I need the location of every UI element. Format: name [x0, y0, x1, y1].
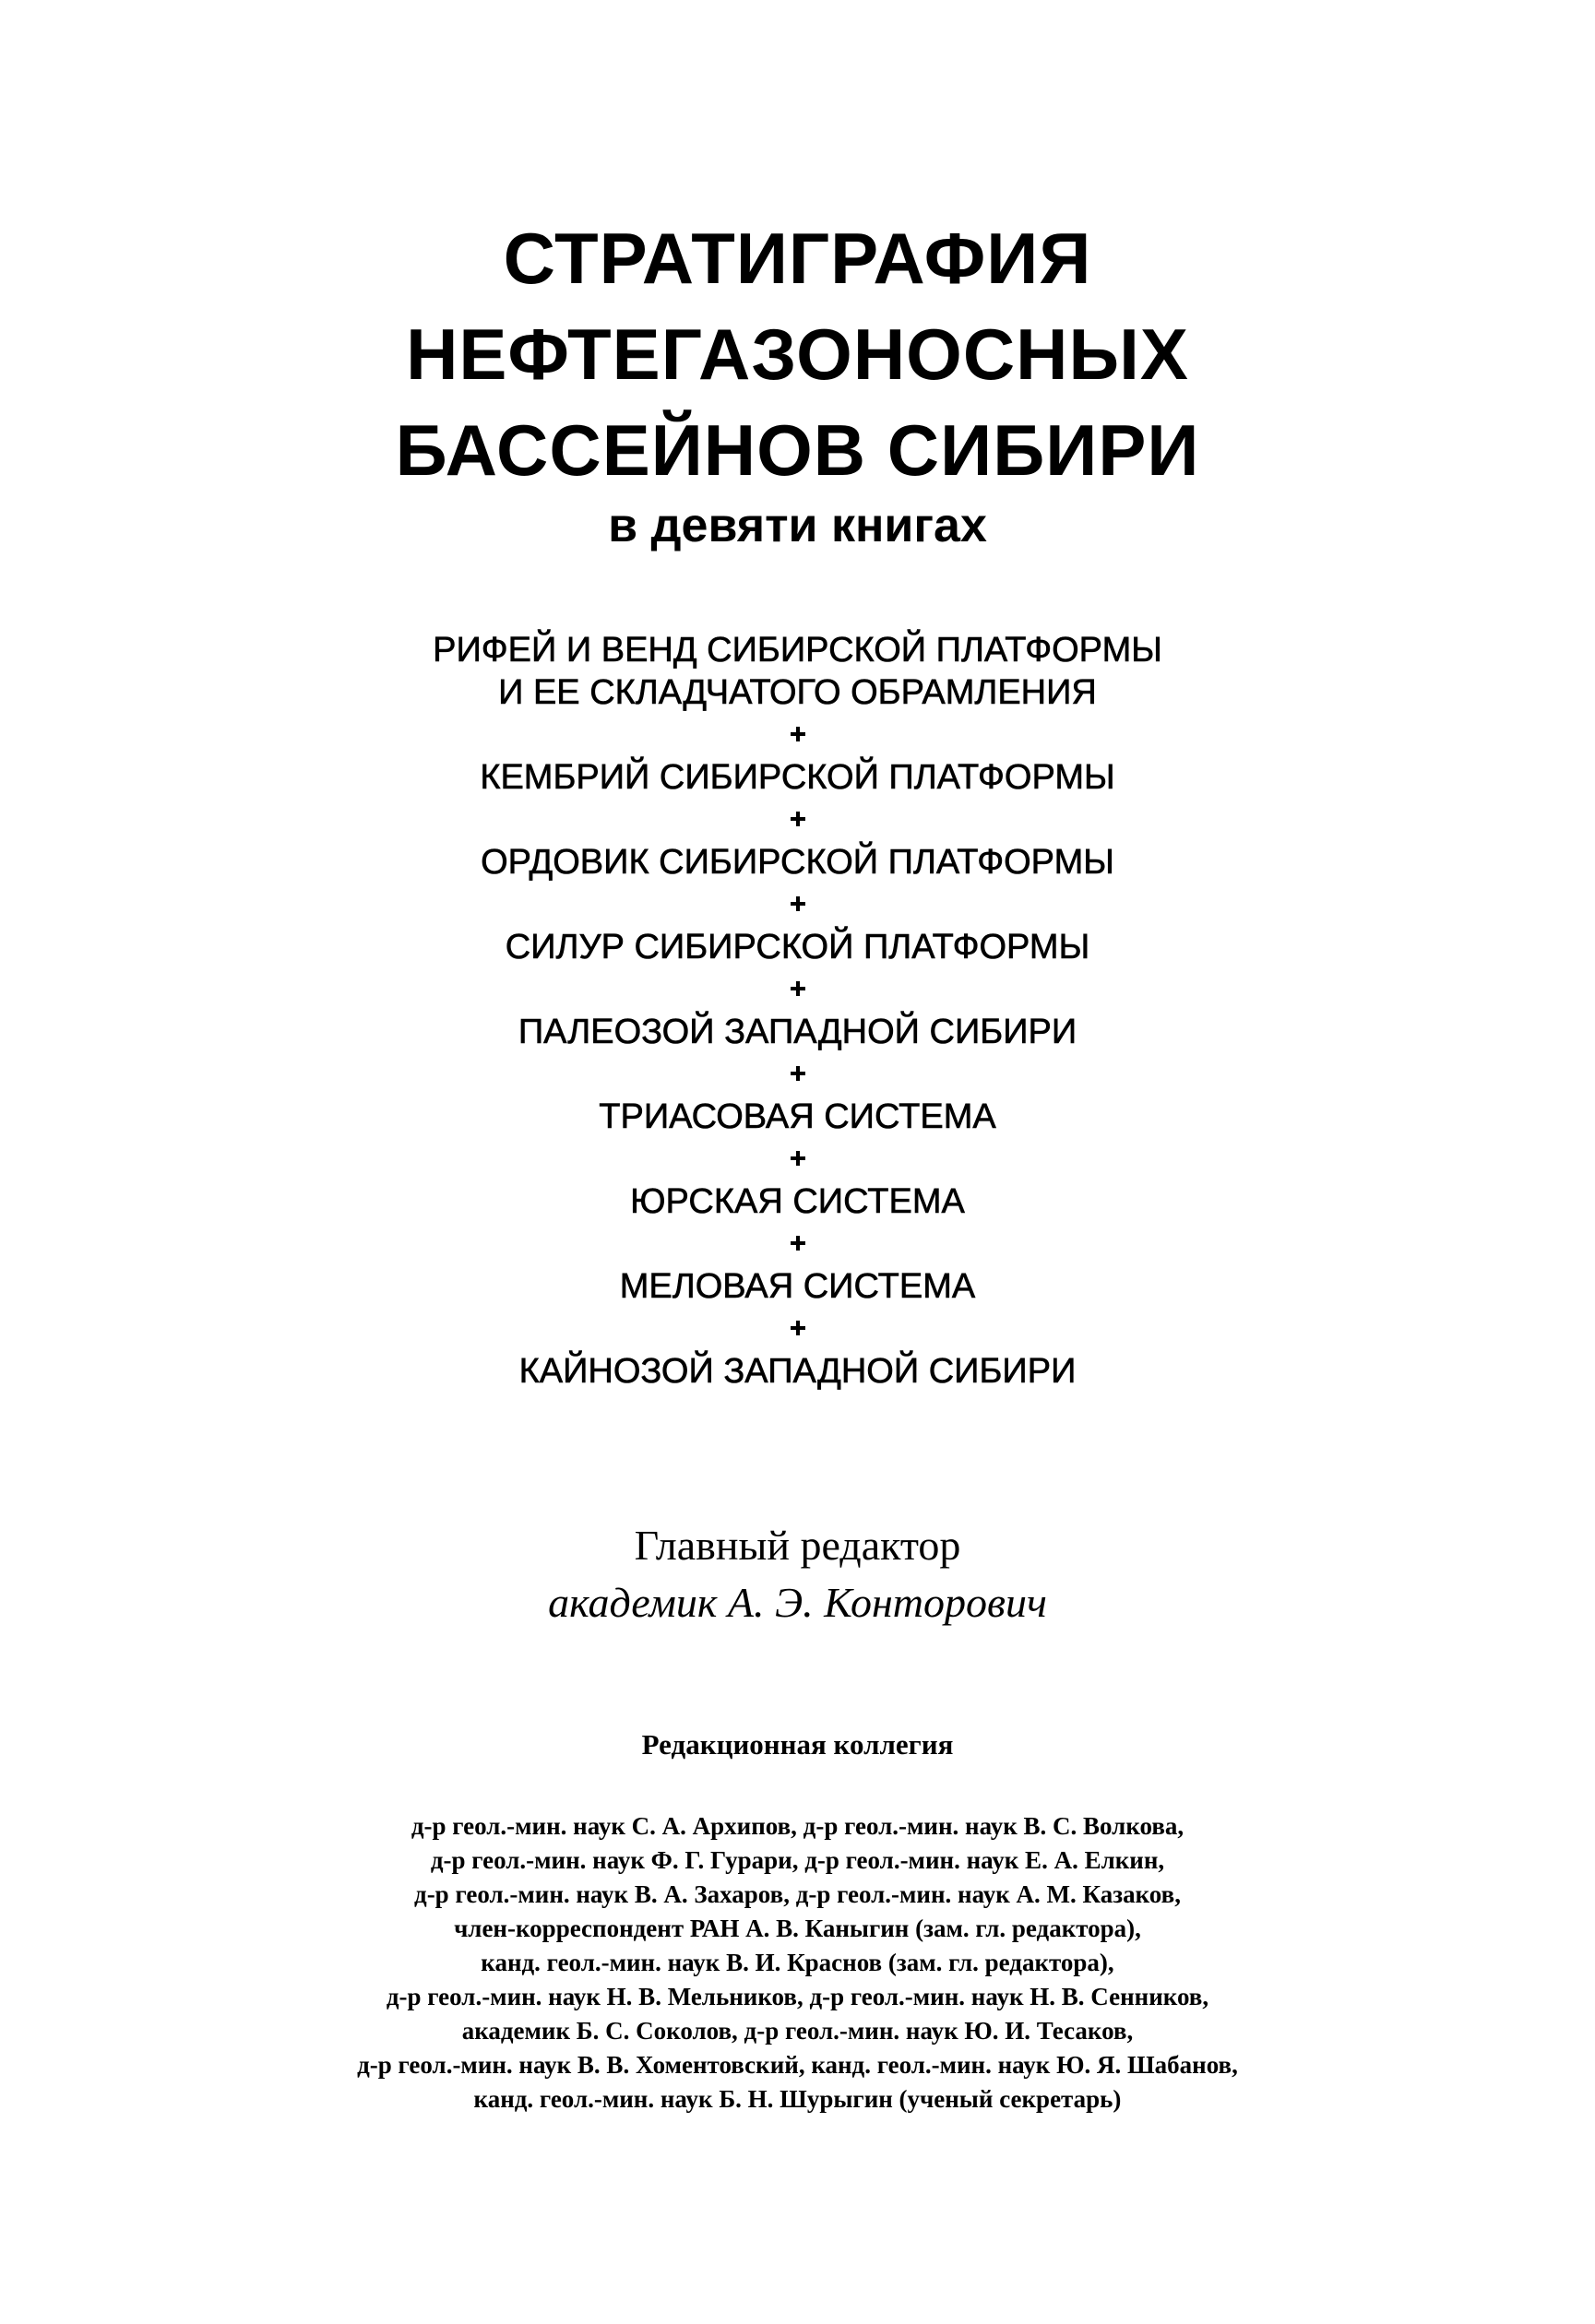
- chief-editor: [0, 1517, 1595, 1631]
- editorial-board-line: д-р геол.-мин. наук В. В. Хоментовский, канд. геол.-мин. наук Ю. Я. Шабанов,: [357, 2051, 1238, 2079]
- book-title-line: СИЛУР СИБИРСКОЙ ПЛАТФОРМЫ: [505, 928, 1090, 966]
- book-item: [0, 1096, 1595, 1138]
- separator-ornament-icon: [0, 1308, 1595, 1350]
- book-item: [0, 1180, 1595, 1223]
- editorial-board-list: [0, 1809, 1595, 2116]
- separator-ornament-icon: [0, 799, 1595, 841]
- series-title-line: БАССЕЙНОВ СИБИРИ: [395, 409, 1200, 491]
- separator-ornament-icon: [0, 1138, 1595, 1180]
- separator-ornament-icon: [0, 1223, 1595, 1265]
- series-subtitle: в девяти книгах: [608, 499, 987, 552]
- book-title-line: ПАЛЕОЗОЙ ЗАПАДНОЙ СИБИРИ: [518, 1013, 1077, 1051]
- book-item: [0, 756, 1595, 799]
- book-item: [0, 841, 1595, 883]
- book-title-line: МЕЛОВАЯ СИСТЕМА: [619, 1267, 976, 1306]
- book-item: [0, 1350, 1595, 1393]
- chief-editor-label: Главный редактор: [634, 1522, 961, 1569]
- book-item: [0, 1265, 1595, 1308]
- editorial-board-line: д-р геол.-мин. наук В. А. Захаров, д-р геол.-мин. наук А. М. Казаков,: [414, 1880, 1181, 1908]
- book-title-line: КЕМБРИЙ СИБИРСКОЙ ПЛАТФОРМЫ: [480, 758, 1115, 797]
- series-title-line: НЕФТЕГАЗОНОСНЫХ: [406, 314, 1189, 395]
- separator-ornament-icon: [0, 714, 1595, 756]
- book-title-line: ТРИАСОВАЯ СИСТЕМА: [599, 1097, 996, 1136]
- series-title: [0, 210, 1595, 498]
- editorial-board-line: член-корреспондент РАН А. В. Каныгин (зам. гл. редактора),: [454, 1915, 1141, 1942]
- book-title-line: КАЙНОЗОЙ ЗАПАДНОЙ СИБИРИ: [518, 1352, 1077, 1391]
- book-item: [0, 926, 1595, 968]
- book-title-line: ЮРСКАЯ СИСТЕМА: [630, 1182, 965, 1221]
- editorial-board-line: д-р геол.-мин. наук С. А. Архипов, д-р геол.-мин. наук В. С. Волкова,: [411, 1812, 1184, 1840]
- separator-ornament-icon: [0, 1053, 1595, 1096]
- book-title-line: И ЕЕ СКЛАДЧАТОГО ОБРАМЛЕНИЯ: [498, 673, 1097, 712]
- separator-ornament-icon: [0, 968, 1595, 1011]
- separator-ornament-icon: [0, 883, 1595, 926]
- series-title-line: СТРАТИГРАФИЯ: [503, 218, 1092, 299]
- editorial-board-title: Редакционная коллегия: [641, 1728, 954, 1761]
- book-item: [0, 629, 1595, 714]
- editorial-board-line: д-р геол.-мин. наук Н. В. Мельников, д-р геол.-мин. наук Н. В. Сенников,: [386, 1983, 1209, 2010]
- book-list: [0, 629, 1595, 1393]
- editorial-board-line: канд. геол.-мин. наук Б. Н. Шурыгин (ученый секретарь): [473, 2085, 1122, 2113]
- book-title-line: ОРДОВИК СИБИРСКОЙ ПЛАТФОРМЫ: [481, 843, 1114, 882]
- book-item: [0, 1011, 1595, 1053]
- chief-editor-name: академик А. Э. Конторович: [548, 1579, 1047, 1626]
- editorial-board-line: канд. геол.-мин. наук В. И. Краснов (зам. гл. редактора),: [481, 1949, 1114, 1976]
- editorial-board-line: академик Б. С. Соколов, д-р геол.-мин. наук Ю. И. Тесаков,: [461, 2017, 1134, 2045]
- book-title-line: РИФЕЙ И ВЕНД СИБИРСКОЙ ПЛАТФОРМЫ: [433, 631, 1162, 670]
- editorial-board-line: д-р геол.-мин. наук Ф. Г. Гурари, д-р геол.-мин. наук Е. А. Елкин,: [430, 1846, 1165, 1874]
